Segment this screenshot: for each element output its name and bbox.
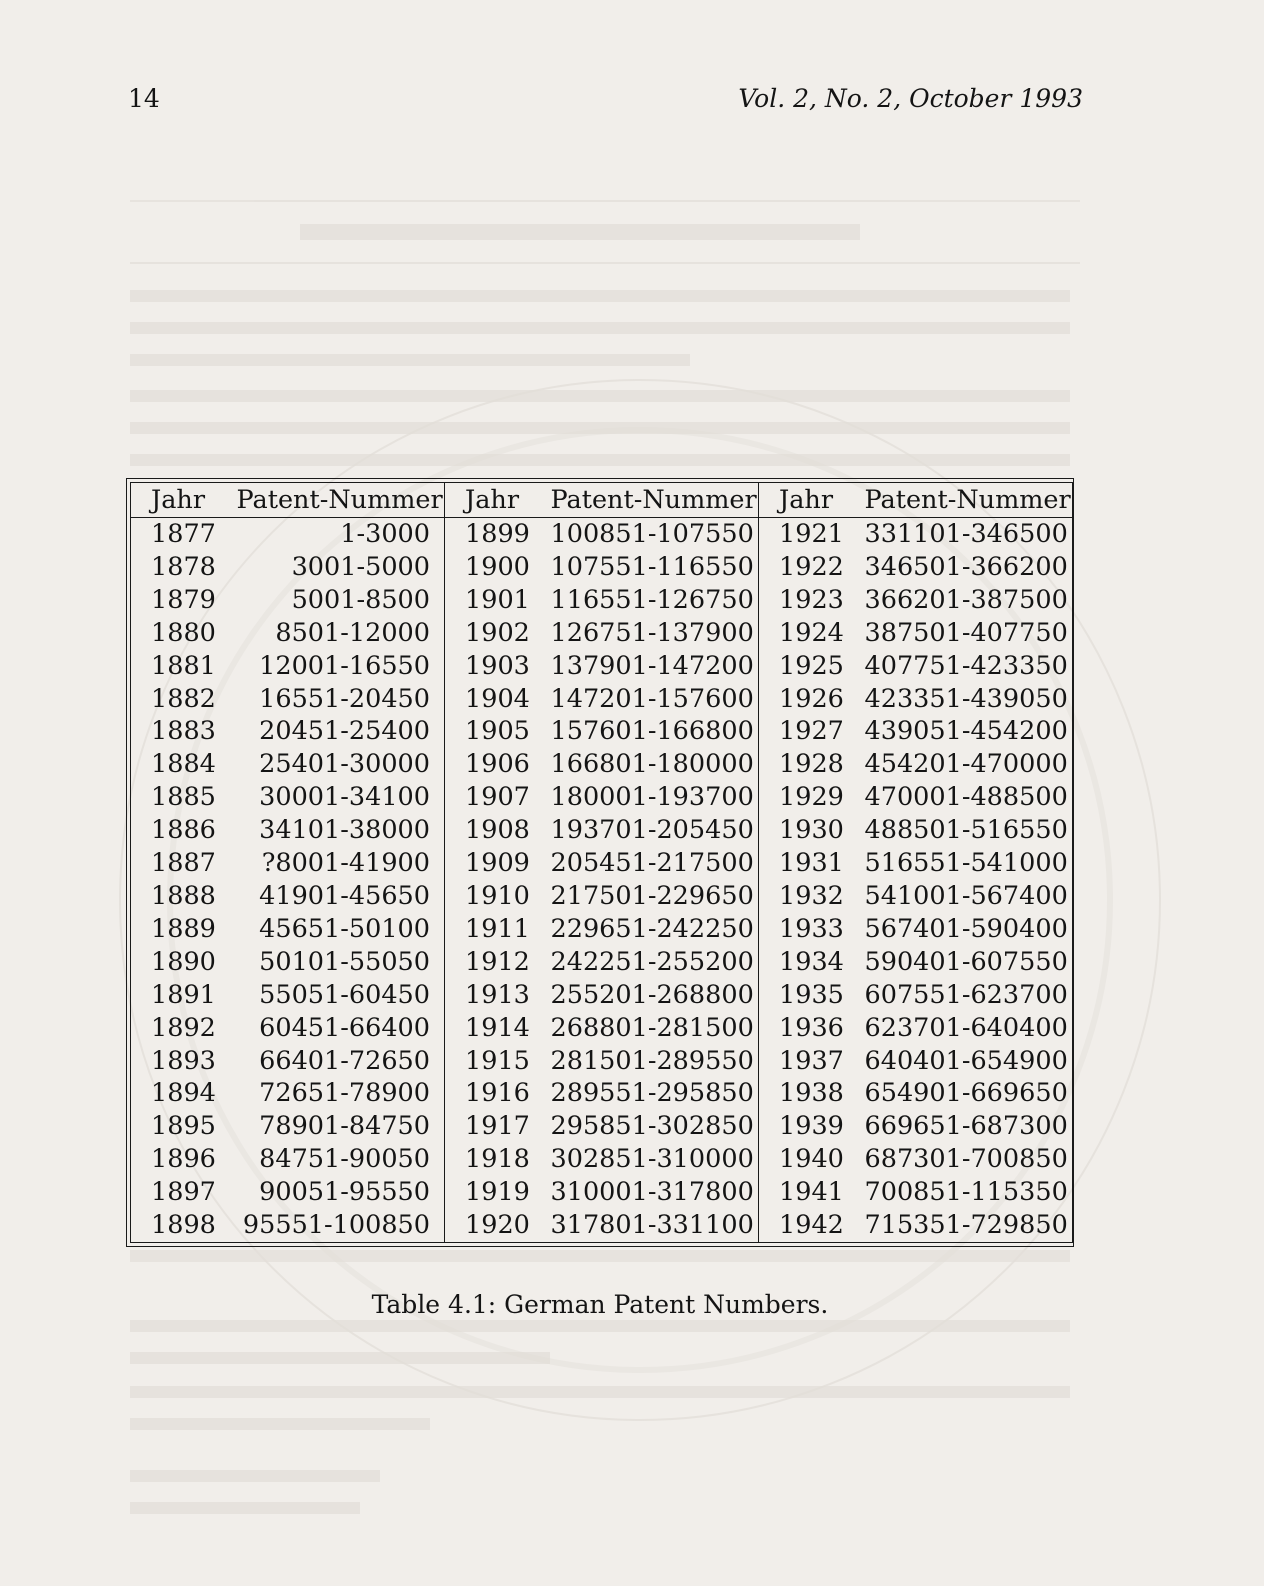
patent-range-cell: 454201-470000 <box>864 749 1068 780</box>
year-cell: 1912 <box>465 946 530 977</box>
year-cell: 1934 <box>779 946 844 977</box>
year-cell: 1884 <box>151 749 216 780</box>
year-cell: 1936 <box>779 1012 844 1043</box>
patent-range-cell: 255201-268800 <box>541 979 759 1012</box>
year-cell: 1904 <box>465 683 530 714</box>
year-cell: 1919 <box>465 1177 530 1208</box>
year-cell: 1909 <box>465 848 530 879</box>
year-cell: 1916 <box>465 1078 530 1109</box>
patent-range-cell: 107551-116550 <box>541 551 759 584</box>
year-cell: 1930 <box>779 815 844 846</box>
year-cell: 1899 <box>465 519 530 549</box>
patent-range-cell: 41901-45650 <box>227 880 445 913</box>
year-cell: 1892 <box>151 1012 216 1043</box>
year-cell: 1914 <box>465 1012 530 1043</box>
patent-range-cell: 439051-454200 <box>864 716 1068 747</box>
year-cell: 1891 <box>151 979 216 1010</box>
table-row <box>131 1012 1073 1045</box>
year-cell: 1940 <box>779 1144 844 1175</box>
patent-range-cell: 715351-729850 <box>864 1210 1068 1241</box>
year-cell: 1935 <box>779 979 844 1010</box>
year-cell: 1893 <box>151 1045 216 1076</box>
year-cell: 1895 <box>151 1111 216 1142</box>
year-cell: 1925 <box>779 650 844 681</box>
year-cell: 1918 <box>465 1144 530 1175</box>
running-head: Vol. 2, No. 2, October 1993 <box>738 84 1083 113</box>
year-cell: 1905 <box>465 716 530 747</box>
year-cell: 1929 <box>779 782 844 813</box>
patent-range-cell: 317801-331100 <box>541 1209 759 1242</box>
patent-range-cell: 193701-205450 <box>541 814 759 847</box>
year-cell: 1896 <box>151 1144 216 1175</box>
patent-numbers-table <box>130 482 1073 1243</box>
year-cell: 1923 <box>779 584 844 615</box>
year-cell: 1917 <box>465 1111 530 1142</box>
table-row <box>131 551 1073 584</box>
patent-range-cell: 20451-25400 <box>227 715 445 748</box>
year-cell: 1903 <box>465 650 530 681</box>
year-cell: 1890 <box>151 946 216 977</box>
table-row <box>131 1077 1073 1110</box>
year-cell: 1938 <box>779 1078 844 1109</box>
patent-range-cell: 3001-5000 <box>227 551 445 584</box>
patent-range-cell: 242251-255200 <box>541 946 759 979</box>
year-cell: 1887 <box>151 848 216 879</box>
table-row <box>131 946 1073 979</box>
patent-range-cell: 180001-193700 <box>541 781 759 814</box>
patent-range-cell: 268801-281500 <box>541 1012 759 1045</box>
year-cell: 1888 <box>151 880 216 911</box>
year-cell: 1902 <box>465 617 530 648</box>
patent-range-cell: 281501-289550 <box>541 1045 759 1078</box>
table-row <box>131 748 1073 781</box>
patent-range-cell: 470001-488500 <box>864 782 1068 813</box>
year-cell: 1932 <box>779 880 844 911</box>
year-cell: 1927 <box>779 716 844 747</box>
column-header-patent: Patent-Nummer <box>541 483 759 518</box>
patent-range-cell: 310001-317800 <box>541 1176 759 1209</box>
patent-range-cell: 137901-147200 <box>541 650 759 683</box>
table-row <box>131 518 1073 551</box>
patent-range-cell: 229651-242250 <box>541 913 759 946</box>
patent-range-cell: 687301-700850 <box>864 1144 1068 1175</box>
patent-range-cell: 30001-34100 <box>227 781 445 814</box>
year-cell: 1881 <box>151 650 216 681</box>
year-cell: 1942 <box>779 1210 844 1241</box>
year-cell: 1898 <box>151 1210 216 1241</box>
patent-range-cell: 623701-640400 <box>864 1012 1068 1043</box>
patent-range-cell: 289551-295850 <box>541 1077 759 1110</box>
year-cell: 1939 <box>779 1111 844 1142</box>
year-cell: 1931 <box>779 848 844 879</box>
year-cell: 1908 <box>465 815 530 846</box>
year-cell: 1900 <box>465 551 530 582</box>
patent-range-cell: 516551-541000 <box>864 848 1068 879</box>
patent-range-cell: 12001-16550 <box>227 650 445 683</box>
patent-range-cell: 654901-669650 <box>864 1078 1068 1109</box>
patent-range-cell: 166801-180000 <box>541 748 759 781</box>
table-row <box>131 683 1073 716</box>
column-header-patent: Patent-Nummer <box>855 483 1073 518</box>
year-cell: 1924 <box>779 617 844 648</box>
year-cell: 1941 <box>779 1177 844 1208</box>
patent-range-cell: 423351-439050 <box>864 683 1068 714</box>
patent-range-cell: 295851-302850 <box>541 1110 759 1143</box>
table-row <box>131 814 1073 847</box>
year-cell: 1897 <box>151 1177 216 1208</box>
patent-range-cell: 366201-387500 <box>864 584 1068 615</box>
patent-range-cell: 8501-12000 <box>227 617 445 650</box>
patent-range-cell: 116551-126750 <box>541 584 759 617</box>
patent-range-cell: 50101-55050 <box>227 946 445 979</box>
year-cell: 1883 <box>151 716 216 747</box>
table-row <box>131 847 1073 880</box>
patent-range-cell: 66401-72650 <box>227 1045 445 1078</box>
patent-range-cell: 541001-567400 <box>864 880 1068 911</box>
table-row <box>131 715 1073 748</box>
year-cell: 1878 <box>151 551 216 582</box>
table-row <box>131 979 1073 1012</box>
column-header-year: Jahr <box>759 483 855 518</box>
year-cell: 1933 <box>779 913 844 944</box>
table-row <box>131 617 1073 650</box>
table-caption: Table 4.1: German Patent Numbers. <box>371 1290 829 1319</box>
table-row <box>131 913 1073 946</box>
year-cell: 1885 <box>151 782 216 813</box>
year-cell: 1906 <box>465 749 530 780</box>
patent-range-cell: 567401-590400 <box>864 913 1068 944</box>
year-cell: 1901 <box>465 584 530 615</box>
patent-range-cell: 90051-95550 <box>227 1176 445 1209</box>
year-cell: 1907 <box>465 782 530 813</box>
patent-range-cell: 25401-30000 <box>227 748 445 781</box>
patent-range-cell: 217501-229650 <box>541 880 759 913</box>
patent-range-cell: 34101-38000 <box>227 814 445 847</box>
column-header-year: Jahr <box>445 483 541 518</box>
patent-range-cell: 346501-366200 <box>864 551 1068 582</box>
patent-range-cell: 331101-346500 <box>864 519 1068 549</box>
patent-range-cell: 1-3000 <box>227 518 445 551</box>
patent-range-cell: 205451-217500 <box>541 847 759 880</box>
year-cell: 1920 <box>465 1210 530 1241</box>
patent-range-cell: 5001-8500 <box>227 584 445 617</box>
patent-range-cell: 700851-115350 <box>864 1177 1068 1208</box>
patent-range-cell: 302851-310000 <box>541 1143 759 1176</box>
patent-range-cell: 84751-90050 <box>227 1143 445 1176</box>
year-cell: 1911 <box>465 913 530 944</box>
year-cell: 1879 <box>151 584 216 615</box>
table-header-row <box>131 483 1073 518</box>
year-cell: 1880 <box>151 617 216 648</box>
patent-range-cell: 72651-78900 <box>227 1077 445 1110</box>
table-row <box>131 1045 1073 1078</box>
patent-range-cell: 488501-516550 <box>864 815 1068 846</box>
year-cell: 1886 <box>151 815 216 846</box>
table-row <box>131 1176 1073 1209</box>
patent-range-cell: 60451-66400 <box>227 1012 445 1045</box>
table-row <box>131 1110 1073 1143</box>
table-row <box>131 650 1073 683</box>
patent-table-frame <box>126 478 1074 1247</box>
table-body <box>131 518 1073 1243</box>
patent-range-cell: 640401-654900 <box>864 1045 1068 1076</box>
patent-range-cell: 607551-623700 <box>864 979 1068 1010</box>
year-cell: 1913 <box>465 979 530 1010</box>
column-header-patent: Patent-Nummer <box>227 483 445 518</box>
patent-range-cell: 55051-60450 <box>227 979 445 1012</box>
year-cell: 1928 <box>779 749 844 780</box>
year-cell: 1922 <box>779 551 844 582</box>
table-row <box>131 1143 1073 1176</box>
patent-range-cell: 95551-100850 <box>227 1209 445 1242</box>
patent-range-cell: 157601-166800 <box>541 715 759 748</box>
table-row <box>131 584 1073 617</box>
patent-range-cell: 147201-157600 <box>541 683 759 716</box>
patent-range-cell: 669651-687300 <box>864 1111 1068 1142</box>
year-cell: 1889 <box>151 913 216 944</box>
table-row <box>131 781 1073 814</box>
year-cell: 1937 <box>779 1045 844 1076</box>
patent-range-cell: 387501-407750 <box>864 617 1068 648</box>
patent-range-cell: 590401-607550 <box>864 946 1068 977</box>
patent-range-cell: ?8001-41900 <box>227 847 445 880</box>
patent-range-cell: 78901-84750 <box>227 1110 445 1143</box>
year-cell: 1910 <box>465 880 530 911</box>
patent-range-cell: 126751-137900 <box>541 617 759 650</box>
year-cell: 1915 <box>465 1045 530 1076</box>
patent-range-cell: 16551-20450 <box>227 683 445 716</box>
year-cell: 1894 <box>151 1078 216 1109</box>
year-cell: 1882 <box>151 683 216 714</box>
year-cell: 1926 <box>779 683 844 714</box>
year-cell: 1877 <box>151 519 216 549</box>
patent-range-cell: 407751-423350 <box>864 650 1068 681</box>
patent-range-cell: 45651-50100 <box>227 913 445 946</box>
column-header-year: Jahr <box>131 483 227 518</box>
year-cell: 1921 <box>779 519 844 549</box>
patent-range-cell: 100851-107550 <box>541 518 759 551</box>
table-row <box>131 880 1073 913</box>
table-row <box>131 1209 1073 1242</box>
page-number: 14 <box>128 84 160 113</box>
